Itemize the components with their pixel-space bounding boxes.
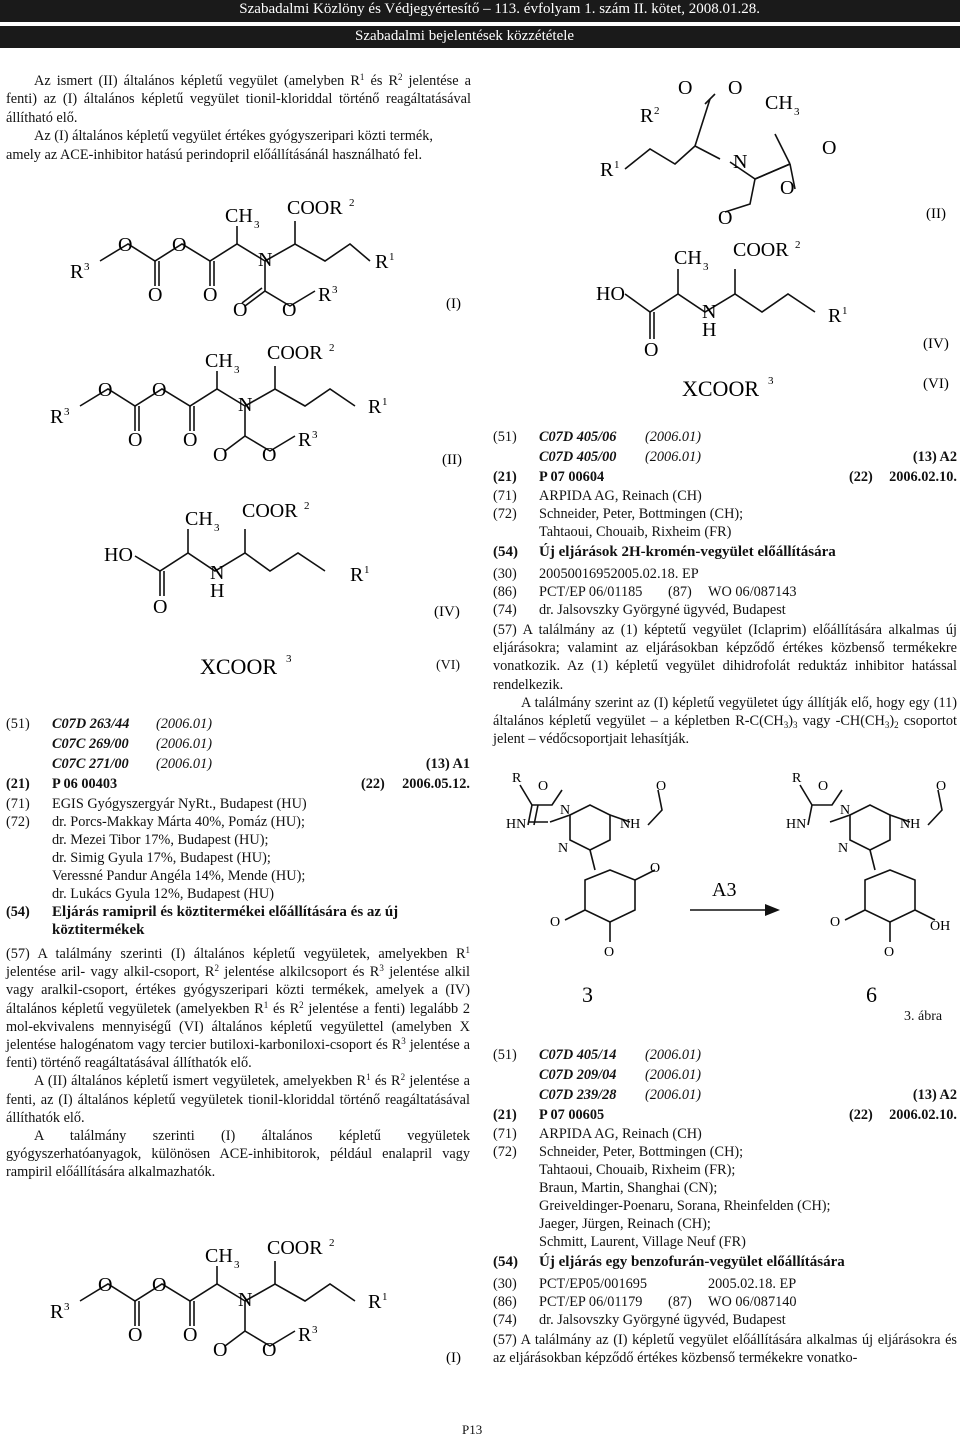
svg-text:R: R [298, 429, 312, 451]
svg-text:3: 3 [794, 106, 800, 118]
svg-text:3: 3 [254, 219, 260, 231]
svg-text:O: O [118, 234, 133, 256]
formula-IV [104, 500, 370, 618]
svg-text:HO: HO [104, 544, 133, 566]
svg-text:O: O [780, 177, 795, 199]
svg-text:O: O [183, 429, 198, 451]
svg-text:NH: NH [900, 817, 921, 832]
svg-text:O: O [262, 1339, 277, 1361]
svg-text:HO: HO [596, 283, 625, 305]
svg-text:N: N [210, 562, 225, 584]
left-intro [6, 72, 471, 164]
intro-paragraph-1: Az ismert (II) általános képletű vegyület (amelyben $R^1$ és $R^2$ jelentése a fenti) az (I) általános képletű vegyület tionil-kloriddal történő reagáltatásával állítható elő. [6, 72, 471, 126]
svg-text:R: R [298, 1324, 312, 1346]
record-2: (51) C07D 405/06 (2006.01) C07D 405/00 (2006.01) (13) A2 (21) P 07 00604 (22) 2006.02.10. (71) ARPIDA AG, Reinach (CH) (72) Schneider, Peter, Bottmingen (CH); Tahtaoui, Chouaib, Rixheim (FR) (54) Új eljárások 2H-kromén-vegyület előállítására (30) 20050016952005.02.18. EP (86) PCT/EP 06/01185 (87) WO 06/087143 (74) dr. Jalsovszky Györgyné ügyvéd, Budapest (57) A találmány az (1) képtetű vegyület (Iclaprim) előállítására alkalmas új eljárásokra; valamint az eljárásokban képződő értékes közbenső termékekre vonatkozik. Az (1) képletű vegyület dihidrofolát reduktáz inhibitor hatással rendelkezik. A találmány szerint az (I) képletű vegyületet úgy állítják elő, hogy egy (11) általános képletű vegyület – a képletben $R-C(CH_3)_3$ vagy $-CH(CH_3)_2$ csoportot jelent – védőcsoportjait lehasítják. [493, 429, 957, 748]
svg-text:R: R [828, 305, 842, 327]
svg-text:R: R [50, 1301, 64, 1323]
xcoor3-left: XCOOR [200, 654, 278, 676]
arrow-label-A3: A3 [712, 879, 737, 901]
svg-text:N: N [238, 394, 253, 416]
label-II-left: (II) [442, 452, 462, 468]
record-1: (51) C07D 263/44 (2006.01) C07C 269/00 (2006.01) C07C 271/00 (2006.01) (13) A1 (21) P 06 00403 (22) 2006.05.12. (71) EGIS Gyógyszergyár NyRt., Budapest (HU) (72) dr. Porcs-Makkay Márta 40%, Pomáz (HU); dr. Mezei Tibor 17%, Budapest (HU); dr. Simig Gyula 17%, Budapest (HU); Veressné Pandur Angéla 14%, Mende (HU); dr. Lukács Gyula 12%, Budapest (HU) (54) Eljárás ramipril és köztitermékei előállítására és az új köztitermékek (57) A találmány szerinti (I) általános képletű vegyületek, amelyekben $R^1$ jelentése aril- vagy alkil-csoport, $R^2$ jelentése alkilcsoport és $R^3$ jelentése alkil vagy aralkil-csoport, értékes gyógyszeripari közti termékek, amelyek a (IV) általános képletű vegyületek (amelyekben $R^1$ és $R^2$ jelentése a fenti) legalább 2 mol-ekvivalens mennyiségű (VI) általános képletű vegyülettel (amelyben X jelentése halogénatom vagy tercier butiloxi-karboniloxi-csoport és $R^3$ jelentése a fenti) történő reagáltatásával állíthatók elő. A (II) általános képletű ismert vegyületek, amelyekben $R^1$ és $R^2$ jelentése a fenti, az (I) általános képletű vegyületek tionil-kloriddal történő reagáltatásával állíthatók elő. A találmány szerinti (I) általános képletű vegyületek gyógyszerhatóanyagok, különösen ACE-inhibitorok, például enalapril vagy rampiril előállítására alkalmazhatók. [6, 716, 470, 1181]
svg-text:1: 1 [389, 251, 395, 263]
formula-block-right [590, 64, 960, 404]
compound-3-label: 3 [582, 982, 593, 1007]
svg-text:O: O [152, 379, 167, 401]
svg-text:N: N [558, 841, 569, 856]
svg-text:R: R [792, 771, 802, 786]
svg-text:2: 2 [349, 197, 355, 209]
svg-text:2: 2 [329, 342, 335, 354]
svg-text:N: N [733, 151, 748, 173]
svg-text:2: 2 [795, 239, 801, 251]
svg-text:XCOOR: XCOOR [682, 376, 760, 401]
svg-text:CH: CH [765, 92, 793, 114]
record-3: (51) C07D 405/14 (2006.01) C07D 209/04 (2006.01) C07D 239/28 (2006.01) (13) A2 (21) P 07 00605 (22) 2006.02.10. (71) ARPIDA AG, Reinach (CH) (72) Schneider, Peter, Bottmingen (CH); Tahtaoui, Chouaib, Rixheim (FR); Braun, Martin, Shanghai (CN); Greiveldinger-Poenaru, Sorana, Rheinfelden (CH); Jaeger, Jürgen, Reinach (CH); Schmitt, Laurent, Village Neuf (FR) (54) Új eljárás egy benzofurán-vegyület előállítására (30) PCT/EP05/001695 2005.02.18. EP (86) PCT/EP 06/01179 (87) WO 06/087140 (74) dr. Jalsovszky Györgyné ügyvéd, Budapest (57) A találmány az (I) képletű vegyület előállítására alkalmas új eljárásokra és az eljárásokban képződő értékes közbenső termékekre vonatko- [493, 1047, 957, 1367]
svg-text:3: 3 [312, 1324, 318, 1336]
svg-text:O: O [98, 379, 113, 401]
svg-text:(IV): (IV) [923, 336, 949, 352]
record-2-abstract: (57) A találmány az (1) képtetű vegyület (Iclaprim) előállítására alkalmas új eljárásokra; valamint az eljárásokban képződő értékes közbenső termékekre vonatkozik. Az (1) képletű vegyület dihidrofolát reduktáz inhibitor hatással rendelkezik. [493, 622, 957, 693]
svg-text:(VI): (VI) [923, 376, 949, 392]
formula-block-left [50, 196, 470, 676]
r3-label: R [70, 261, 84, 283]
svg-text:O: O [728, 77, 743, 99]
svg-text:R: R [368, 396, 382, 418]
compound-6 [786, 771, 950, 1007]
svg-text:COOR: COOR [287, 197, 343, 219]
svg-text:1: 1 [382, 1291, 388, 1303]
svg-text:O: O [213, 1339, 228, 1361]
section-title: Szabadalmi bejelentések közzététele [355, 28, 575, 44]
svg-text:CH: CH [674, 247, 702, 269]
svg-text:R: R [512, 771, 522, 786]
svg-text:N: N [702, 301, 717, 323]
svg-text:O: O [183, 1324, 198, 1346]
svg-text:1: 1 [382, 396, 388, 408]
label-VI-left: (VI) [436, 658, 461, 673]
svg-text:2: 2 [329, 1237, 335, 1249]
svg-text:COOR: COOR [242, 500, 298, 522]
svg-text:O: O [213, 444, 228, 466]
svg-text:3: 3 [84, 261, 90, 273]
svg-text:(II): (II) [926, 206, 946, 222]
svg-text:O: O [128, 1324, 143, 1346]
svg-text:3: 3 [64, 406, 70, 418]
record-1-paragraph-3: A találmány szerinti (I) általános képletű vegyületek gyógyszerhatóanyagok, különösen ACE-inhibitorok, például enalapril vagy rampiril előállítására alkalmazhatók. [6, 1128, 470, 1181]
svg-text:N: N [238, 1289, 253, 1311]
record-1-abstract: (57) A találmány szerinti (I) általános képletű vegyületek, amelyekben $R^1$ jelentése aril- vagy alkil-csoport, $R^2$ jelentése alkilcsoport és $R^3$ jelentése alkil vagy aralkil-csoport, értékes gyógyszeripari közti termékek, amelyek a (IV) általános képletű vegyületek (amelyekben $R^1$ és $R^2$ jelentése a fenti) legalább 2 mol-ekvivalens mennyiségű (VI) általános képletű vegyülettel (amelyben X jelentése halogénatom vagy tercier butiloxi-karboniloxi-csoport és $R^3$ jelentése a fenti) történő reagáltatásával állíthatók elő. [6, 945, 470, 1072]
svg-text:O: O [936, 779, 947, 794]
svg-text:3: 3 [214, 522, 220, 534]
svg-text:O: O [128, 429, 143, 451]
svg-text:R: R [600, 159, 614, 181]
record-2-paragraph-2: A találmány szerint az (I) képletű vegyületet úgy állítják elő, hogy egy (11) általános képletű vegyület – a képletben $R-C(CH_3)_3$ vagy $-CH(CH_3)_2$ csoportot jelent – védőcsoportjait lehasítják. [493, 694, 957, 748]
svg-text:R: R [350, 564, 364, 586]
svg-text:O: O [550, 915, 561, 930]
svg-text:CH: CH [225, 205, 253, 227]
svg-text:O: O [152, 1274, 167, 1296]
label-I-top: (I) [446, 296, 461, 312]
svg-text:COOR: COOR [267, 1237, 323, 1259]
svg-text:O: O [818, 779, 829, 794]
svg-text:NH: NH [620, 817, 641, 832]
reaction-scheme [490, 770, 956, 1020]
svg-text:O: O [830, 915, 841, 930]
svg-text:O: O [262, 444, 277, 466]
svg-text:O: O [678, 77, 693, 99]
svg-text:HN: HN [786, 817, 807, 832]
svg-text:O: O [644, 339, 659, 361]
svg-text:O: O [98, 1274, 113, 1296]
svg-text:O: O [172, 234, 187, 256]
svg-text:O: O [538, 779, 549, 794]
svg-text:3: 3 [64, 1301, 70, 1313]
svg-text:H: H [210, 580, 225, 602]
svg-text:CH: CH [205, 350, 233, 372]
svg-text:R: R [375, 251, 389, 273]
svg-text:R: R [640, 105, 654, 127]
svg-text:O: O [148, 284, 163, 306]
svg-text:CH: CH [205, 1245, 233, 1267]
svg-text:3: 3 [768, 375, 774, 387]
svg-text:1: 1 [614, 159, 620, 171]
svg-text:O: O [656, 779, 667, 794]
svg-text:H: H [702, 319, 717, 341]
svg-text:O: O [153, 596, 168, 618]
journal-header [0, 0, 960, 22]
svg-text:2: 2 [654, 105, 660, 117]
svg-text:(I): (I) [446, 1350, 461, 1366]
section-header [0, 26, 960, 48]
record-1-paragraph-2: A (II) általános képletű ismert vegyületek, amelyekben $R^1$ és $R^2$ jelentése a fenti, az (I) általános képletű vegyületek tionil-kloriddal történő reagáltatásával állíthatók elő. [6, 1072, 470, 1126]
svg-text:3: 3 [312, 429, 318, 441]
svg-text:O: O [233, 299, 248, 321]
svg-text:R: R [50, 406, 64, 428]
svg-text:N: N [560, 803, 571, 818]
record-3-abstract: (57) A találmány az (I) képletű vegyület előállítására alkalmas új eljárásokra és az eljárásokban képződő értékes közbenső termékekre vonatko- [493, 1332, 957, 1367]
svg-text:N: N [838, 841, 849, 856]
svg-text:O: O [604, 945, 615, 960]
svg-text:O: O [282, 299, 297, 321]
compound-6-label: 6 [866, 982, 877, 1007]
compound-3 [506, 771, 666, 1007]
svg-text:O: O [203, 284, 218, 306]
svg-text:3: 3 [286, 653, 292, 665]
svg-text:N: N [840, 803, 851, 818]
figure-caption: 3. ábra [904, 1009, 943, 1024]
svg-text:R: R [318, 284, 332, 306]
svg-text:O: O [650, 861, 661, 876]
svg-text:3: 3 [234, 1259, 240, 1271]
label-IV-left: (IV) [434, 604, 460, 620]
svg-text:OH: OH [930, 919, 951, 934]
intro-paragraph-2: Az (I) általános képletű vegyület értékes gyógyszeripari közti termék, amely az ACE-inhibitor hatású perindopril előállításánál használható fel. [6, 128, 433, 163]
svg-text:O: O [884, 945, 895, 960]
svg-text:O: O [718, 207, 733, 229]
svg-text:R: R [368, 1291, 382, 1313]
page-number: P13 [462, 1422, 483, 1437]
svg-text:COOR: COOR [267, 342, 323, 364]
svg-text:HN: HN [506, 817, 527, 832]
svg-text:N: N [258, 249, 273, 271]
svg-text:1: 1 [364, 564, 370, 576]
formula-I-top [70, 197, 395, 321]
svg-text:3: 3 [234, 364, 240, 376]
formula-I-bottom [30, 1236, 470, 1376]
svg-text:CH: CH [185, 508, 213, 530]
svg-text:3: 3 [332, 284, 338, 296]
journal-title: Szabadalmi Közlöny és Védjegyértesítő – 113. évfolyam 1. szám II. kötet, 2008.01.28. [239, 1, 760, 17]
svg-text:COOR: COOR [733, 239, 789, 261]
svg-text:O: O [822, 137, 837, 159]
svg-text:2: 2 [304, 500, 310, 512]
formula-II [50, 342, 388, 466]
svg-text:1: 1 [842, 305, 848, 317]
svg-text:3: 3 [703, 261, 709, 273]
